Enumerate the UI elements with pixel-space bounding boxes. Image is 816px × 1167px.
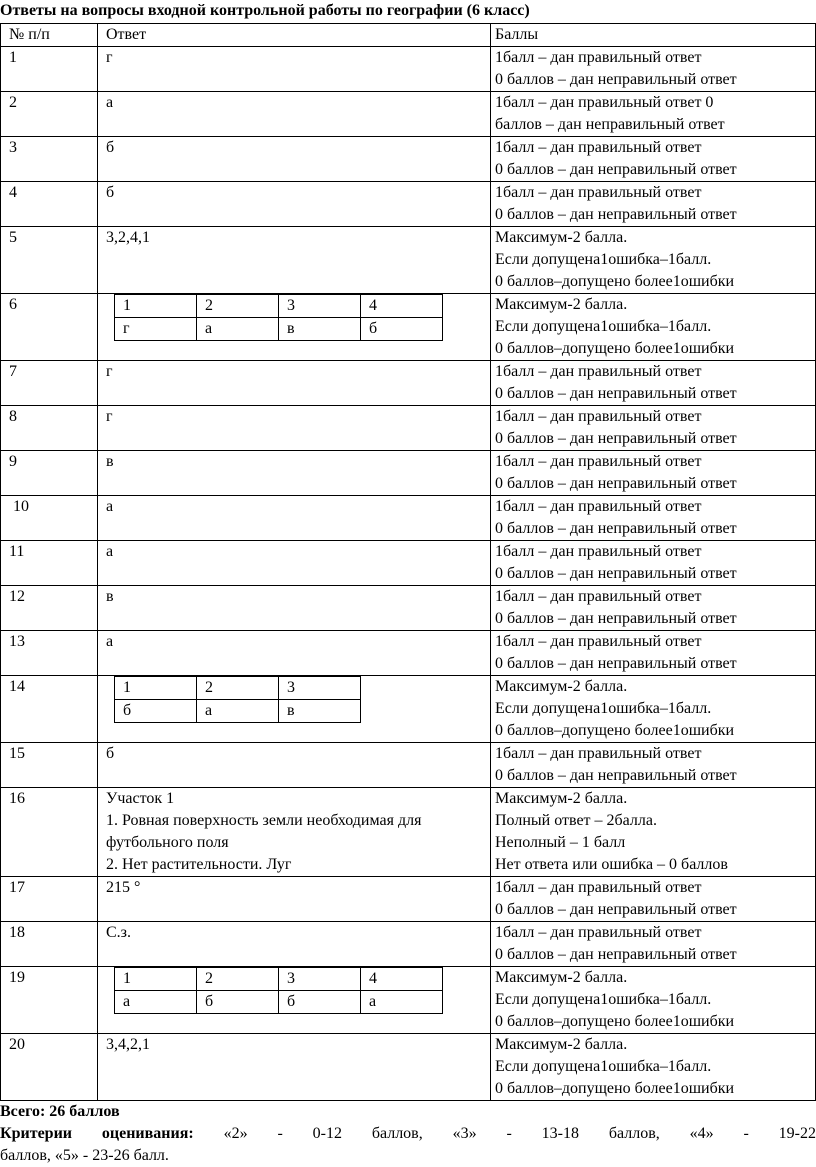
- answer-line: 3,2,4,1: [106, 229, 150, 246]
- table-row: [1, 361, 816, 406]
- row-number: 18: [1, 922, 98, 967]
- score-line: 1балл – дан правильный ответ: [495, 49, 702, 66]
- page-title: Ответы на вопросы входной контрольной работы по географии (6 класс): [0, 2, 530, 19]
- row-score: [491, 586, 816, 631]
- score-line: Максимум-2 балла.: [495, 1036, 628, 1053]
- answer-line: б: [106, 184, 115, 201]
- table-row: [1, 137, 816, 182]
- answer-grid-row: [115, 991, 443, 1014]
- answer-grid: [114, 967, 443, 1014]
- header-score: Баллы: [491, 24, 816, 47]
- answer-line: б: [106, 139, 115, 156]
- score-line: 1балл – дан правильный ответ: [495, 924, 702, 941]
- row-answer: [98, 182, 491, 227]
- score-line: 1балл – дан правильный ответ: [495, 363, 702, 380]
- table-row: [1, 92, 816, 137]
- row-number: 7: [1, 361, 98, 406]
- answer-grid-cell: 3: [279, 295, 361, 318]
- table-row: [1, 631, 816, 676]
- table-row: [1, 676, 816, 743]
- row-score: [491, 137, 816, 182]
- score-line: Если допущена1ошибка–1балл.: [495, 318, 712, 335]
- row-score: [491, 788, 816, 877]
- header-number: № п/п: [1, 24, 98, 47]
- score-line: 0 баллов–допущено более1ошибки: [495, 273, 735, 290]
- total-score: Всего: 26 баллов: [0, 1103, 120, 1120]
- score-line: 1балл – дан правильный ответ 0: [495, 94, 714, 111]
- answer-grid-cell: г: [115, 318, 197, 341]
- score-line: 0 баллов – дан неправильный ответ: [495, 475, 737, 492]
- answer-grid-cell: 1: [115, 968, 197, 991]
- answer-grid-cell: в: [279, 700, 361, 723]
- answer-line: г: [106, 49, 113, 66]
- score-line: 0 баллов – дан неправильный ответ: [495, 946, 737, 963]
- answer-line: а: [106, 543, 114, 560]
- row-answer: [98, 922, 491, 967]
- answer-grid-cell: 4: [361, 295, 443, 318]
- answer-grid-row: [115, 677, 361, 700]
- row-answer: [98, 361, 491, 406]
- score-line: 0 баллов – дан неправильный ответ: [495, 71, 737, 88]
- row-number: 2: [1, 92, 98, 137]
- score-line: 1балл – дан правильный ответ: [495, 588, 702, 605]
- answer-line: 2. Нет растительности. Луг: [106, 856, 292, 873]
- table-row: [1, 294, 816, 361]
- row-number: 5: [1, 227, 98, 294]
- answer-grid-cell: б: [279, 991, 361, 1014]
- score-line: 0 баллов–допущено более1ошибки: [495, 340, 735, 357]
- score-line: 1балл – дан правильный ответ: [495, 453, 702, 470]
- answer-grid-cell: б: [197, 991, 279, 1014]
- row-number: 4: [1, 182, 98, 227]
- answer-grid-cell: 2: [197, 295, 279, 318]
- answer-line: С.з.: [106, 924, 131, 941]
- row-answer: [98, 47, 491, 92]
- table-row: [1, 227, 816, 294]
- answer-grid-row: [115, 318, 443, 341]
- table-row: [1, 541, 816, 586]
- row-number: 12: [1, 586, 98, 631]
- score-line: 0 баллов – дан неправильный ответ: [495, 161, 737, 178]
- row-answer: [98, 631, 491, 676]
- answer-grid-cell: в: [279, 318, 361, 341]
- answer-line: в: [106, 453, 114, 470]
- score-line: 0 баллов – дан неправильный ответ: [495, 430, 737, 447]
- answer-line: а: [106, 498, 114, 515]
- answer-grid-cell: 2: [197, 968, 279, 991]
- row-number: 16: [1, 788, 98, 877]
- row-score: [491, 967, 816, 1034]
- row-number: 1: [1, 47, 98, 92]
- answer-line: а: [106, 633, 114, 650]
- score-line: 0 баллов – дан неправильный ответ: [495, 901, 737, 918]
- answer-line: а: [106, 94, 114, 111]
- answer-grid-row: [115, 700, 361, 723]
- score-line: 0 баллов – дан неправильный ответ: [495, 206, 737, 223]
- score-line: Максимум-2 балла.: [495, 969, 628, 986]
- row-number: 20: [1, 1034, 98, 1101]
- answer-line: футбольного поля: [106, 834, 229, 851]
- answer-grid-cell: 3: [279, 968, 361, 991]
- score-line: 1балл – дан правильный ответ: [495, 139, 702, 156]
- score-line: 0 баллов – дан неправильный ответ: [495, 565, 737, 582]
- table-row: [1, 922, 816, 967]
- answer-line: г: [106, 363, 113, 380]
- row-number: 9: [1, 451, 98, 496]
- answer-line: 1. Ровная поверхность земли необходимая для: [106, 812, 422, 829]
- answer-grid-cell: а: [197, 318, 279, 341]
- row-score: [491, 631, 816, 676]
- row-answer: [98, 496, 491, 541]
- criteria-label: Критерии оценивания:: [0, 1125, 194, 1142]
- row-number: 8: [1, 406, 98, 451]
- score-line: 1балл – дан правильный ответ: [495, 543, 702, 560]
- row-score: [491, 676, 816, 743]
- score-line: 1балл – дан правильный ответ: [495, 408, 702, 425]
- score-line: баллов – дан неправильный ответ: [495, 116, 725, 133]
- answer-grid-row: [115, 295, 443, 318]
- table-row: [1, 182, 816, 227]
- answer-grid-cell: 1: [115, 677, 197, 700]
- row-number: 6: [1, 294, 98, 361]
- row-number: 19: [1, 967, 98, 1034]
- score-line: Если допущена1ошибка–1балл.: [495, 1058, 712, 1075]
- criteria-line-2: баллов, «5» - 23-26 балл.: [0, 1147, 169, 1164]
- row-number: 10: [1, 496, 98, 541]
- score-line: Максимум-2 балла.: [495, 229, 628, 246]
- row-score: [491, 182, 816, 227]
- answer-grid: [114, 676, 361, 723]
- table-row: [1, 743, 816, 788]
- answer-grid-cell: а: [115, 991, 197, 1014]
- row-score: [491, 877, 816, 922]
- answer-grid-cell: 1: [115, 295, 197, 318]
- row-score: [491, 47, 816, 92]
- answer-line: 3,4,2,1: [106, 1036, 150, 1053]
- row-answer: [98, 676, 491, 743]
- answer-grid-cell: а: [197, 700, 279, 723]
- score-line: Максимум-2 балла.: [495, 296, 628, 313]
- score-line: Если допущена1ошибка–1балл.: [495, 991, 712, 1008]
- score-line: 1балл – дан правильный ответ: [495, 879, 702, 896]
- score-line: 1балл – дан правильный ответ: [495, 745, 702, 762]
- row-score: [491, 294, 816, 361]
- answer-line: г: [106, 408, 113, 425]
- score-line: Нет ответа или ошибка – 0 баллов: [495, 856, 728, 873]
- row-answer: [98, 541, 491, 586]
- row-number: 11: [1, 541, 98, 586]
- row-answer: [98, 294, 491, 361]
- row-score: [491, 406, 816, 451]
- row-number: 15: [1, 743, 98, 788]
- footer: [0, 1101, 816, 1167]
- score-line: Максимум-2 балла.: [495, 790, 628, 807]
- table-row: [1, 1034, 816, 1101]
- score-line: 0 баллов–допущено более1ошибки: [495, 722, 735, 739]
- answer-grid: [114, 294, 443, 341]
- row-answer: [98, 137, 491, 182]
- table-row: [1, 451, 816, 496]
- score-line: Максимум-2 балла.: [495, 678, 628, 695]
- row-answer: [98, 967, 491, 1034]
- table-row: [1, 406, 816, 451]
- table-header-row: [1, 24, 816, 47]
- answer-grid-cell: а: [361, 991, 443, 1014]
- row-score: [491, 743, 816, 788]
- answer-grid-cell: 3: [279, 677, 361, 700]
- score-line: 0 баллов–допущено более1ошибки: [495, 1013, 735, 1030]
- answer-grid-cell: 2: [197, 677, 279, 700]
- row-number: 3: [1, 137, 98, 182]
- row-number: 13: [1, 631, 98, 676]
- table-row: [1, 877, 816, 922]
- table-row: [1, 586, 816, 631]
- row-score: [491, 361, 816, 406]
- row-score: [491, 227, 816, 294]
- answer-line: б: [106, 745, 115, 762]
- row-answer: [98, 586, 491, 631]
- row-answer: [98, 406, 491, 451]
- row-score: [491, 451, 816, 496]
- score-line: Полный ответ – 2балла.: [495, 812, 657, 829]
- answers-table: [0, 23, 816, 1101]
- score-line: 0 баллов – дан неправильный ответ: [495, 655, 737, 672]
- row-answer: [98, 1034, 491, 1101]
- score-line: 0 баллов – дан неправильный ответ: [495, 610, 737, 627]
- row-score: [491, 1034, 816, 1101]
- row-score: [491, 922, 816, 967]
- answer-line: Участок 1: [106, 790, 175, 807]
- answer-grid-cell: б: [361, 318, 443, 341]
- table-row: [1, 788, 816, 877]
- row-answer: [98, 92, 491, 137]
- answer-grid-cell: 4: [361, 968, 443, 991]
- answer-grid-cell: б: [115, 700, 197, 723]
- row-score: [491, 496, 816, 541]
- answer-line: в: [106, 588, 114, 605]
- score-line: 0 баллов–допущено более1ошибки: [495, 1080, 735, 1097]
- score-line: Неполный – 1 балл: [495, 834, 626, 851]
- score-line: 1балл – дан правильный ответ: [495, 498, 702, 515]
- row-score: [491, 92, 816, 137]
- answer-grid-row: [115, 968, 443, 991]
- row-number: 17: [1, 877, 98, 922]
- score-line: 1балл – дан правильный ответ: [495, 633, 702, 650]
- score-line: 0 баллов – дан неправильный ответ: [495, 385, 737, 402]
- row-score: [491, 541, 816, 586]
- score-line: 0 баллов – дан неправильный ответ: [495, 520, 737, 537]
- row-answer: [98, 227, 491, 294]
- table-row: [1, 496, 816, 541]
- row-answer: [98, 451, 491, 496]
- criteria-line: [0, 1123, 816, 1145]
- row-number: 14: [1, 676, 98, 743]
- row-answer: [98, 877, 491, 922]
- score-line: 0 баллов – дан неправильный ответ: [495, 767, 737, 784]
- score-line: Если допущена1ошибка–1балл.: [495, 700, 712, 717]
- row-answer: [98, 788, 491, 877]
- score-line: 1балл – дан правильный ответ: [495, 184, 702, 201]
- criteria-text: «2» - 0-12 баллов, «3» - 13-18 баллов, «4» - 19-22: [223, 1125, 816, 1142]
- answer-line: 215 °: [106, 879, 141, 896]
- score-line: Если допущена1ошибка–1балл.: [495, 251, 712, 268]
- row-answer: [98, 743, 491, 788]
- table-row: [1, 967, 816, 1034]
- header-answer: Ответ: [98, 24, 491, 47]
- table-row: [1, 47, 816, 92]
